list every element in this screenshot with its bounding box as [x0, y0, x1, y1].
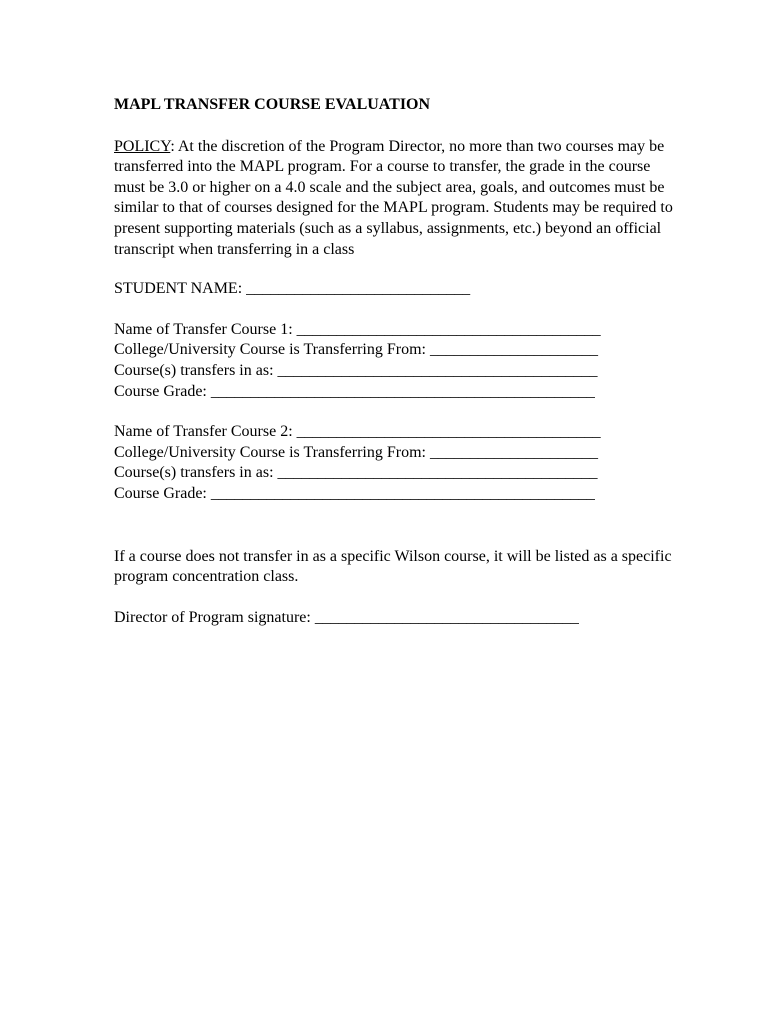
- course-1-college-field[interactable]: College/University Course is Transferring From: _____________________: [114, 341, 598, 359]
- course-2-name-field[interactable]: Name of Transfer Course 2: ______________________________________: [114, 423, 601, 441]
- student-name-field[interactable]: STUDENT NAME: ____________________________: [114, 280, 471, 298]
- document-content: [114, 95, 674, 628]
- director-signature-field[interactable]: Director of Program signature: _________________________________: [114, 608, 579, 626]
- policy-paragraph: [114, 137, 674, 261]
- transfer-course-1-section: [114, 320, 674, 402]
- transfer-course-2-section: [114, 422, 674, 504]
- document-title: MAPL TRANSFER COURSE EVALUATION: [114, 96, 431, 113]
- course-1-transfers-as-field[interactable]: Course(s) transfers in as: ________________________________________: [114, 361, 598, 379]
- course-2-grade-field[interactable]: Course Grade: ________________________________________________: [114, 484, 595, 502]
- policy-text: : At the discretion of the Program Director, no more than two courses may be transferred into the MAPL program. For a course to transfer, the grade in the course must be 3.0 or higher on a 4.0 scale and the subject area, goals, and outcomes must be similar to that of courses designed for the MAPL program. Students may be required to present supporting materials (such as a syllabus, assignments, etc.) beyond an official transcript when transferring in a class: [114, 137, 673, 258]
- course-2-transfers-as-field[interactable]: Course(s) transfers in as: ________________________________________: [114, 464, 598, 482]
- course-1-grade-field[interactable]: Course Grade: ________________________________________________: [114, 382, 595, 400]
- course-2-college-field[interactable]: College/University Course is Transferring From: _____________________: [114, 443, 598, 461]
- concentration-note: If a course does not transfer in as a specific Wilson course, it will be listed as a specific program concentration class.: [114, 547, 672, 586]
- policy-label: POLICY: [114, 137, 171, 155]
- course-1-name-field[interactable]: Name of Transfer Course 1: ______________________________________: [114, 320, 601, 338]
